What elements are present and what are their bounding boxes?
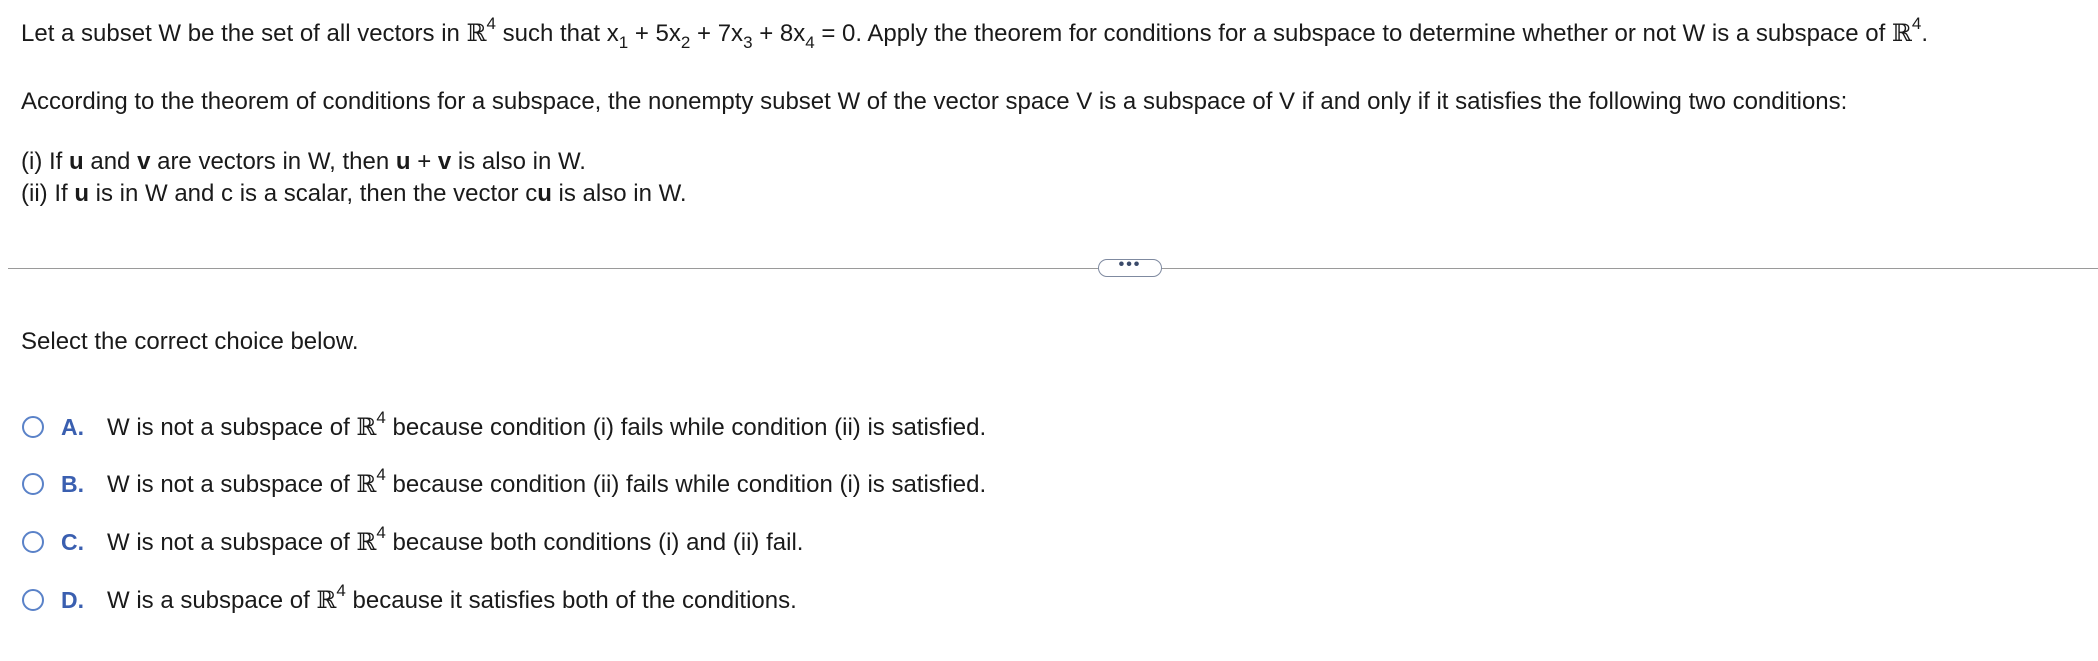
subscript: 1 xyxy=(618,33,629,52)
dimension-superscript: 4 xyxy=(376,522,386,542)
subscript: 3 xyxy=(743,33,753,52)
choice-prompt: Select the correct choice below. xyxy=(21,328,359,355)
condition-text: (ii) If xyxy=(21,180,75,207)
radio-icon[interactable] xyxy=(22,531,44,553)
choice-c[interactable] xyxy=(22,524,803,560)
choice-text-part: W is not a subspace of xyxy=(107,413,357,441)
condition-text: (i) If xyxy=(21,148,69,175)
condition-text: and xyxy=(83,148,138,175)
condition-ii xyxy=(21,179,687,209)
real-numbers-symbol: ℝ xyxy=(356,527,377,556)
question-text xyxy=(21,14,1929,52)
choice-text-part: because condition (ii) fails while condition (i) is satisfied. xyxy=(385,470,987,498)
condition-text: is in W and c is a scalar, then the vector c xyxy=(89,180,538,207)
expand-more-button[interactable] xyxy=(1098,256,1162,277)
theorem-intro: According to the theorem of conditions for a subspace, the nonempty subset W of the vector space V is a subspace of V if and only if it satisfies the following two conditions: xyxy=(21,88,1848,115)
section-divider xyxy=(8,268,2098,269)
dimension-superscript: 4 xyxy=(1911,14,1922,33)
question-text-part: = 0. Apply the theorem for conditions for a subspace to determine whether or not W is a subspace of xyxy=(814,20,1892,47)
choice-text-part: because it satisfies both of the conditions. xyxy=(345,586,797,614)
dimension-superscript: 4 xyxy=(376,464,386,484)
choice-text-part: because both conditions (i) and (ii) fail. xyxy=(385,528,804,556)
condition-text: is also in W. xyxy=(551,180,687,207)
choice-b[interactable] xyxy=(22,466,986,502)
choice-d[interactable] xyxy=(22,582,797,618)
real-numbers-symbol: ℝ xyxy=(316,585,337,614)
vector-u: u xyxy=(537,180,552,207)
vector-v: v xyxy=(137,148,151,175)
choice-text xyxy=(107,580,797,615)
choice-letter: A. xyxy=(61,413,84,440)
choice-text-part: W is a subspace of xyxy=(107,586,317,614)
dimension-superscript: 4 xyxy=(486,14,496,33)
subscript: 2 xyxy=(680,33,691,52)
choice-text xyxy=(107,464,987,499)
choice-letter: B. xyxy=(61,470,84,497)
choice-a[interactable] xyxy=(22,409,986,445)
vector-v: v xyxy=(437,148,452,175)
radio-icon[interactable] xyxy=(22,416,44,438)
question-text-part: . xyxy=(1921,20,1929,47)
question-text-part: such that x xyxy=(495,20,619,47)
choice-text-part: because condition (i) fails while condition (ii) is satisfied. xyxy=(385,413,987,441)
real-numbers-symbol: ℝ xyxy=(356,412,377,441)
vector-u: u xyxy=(395,148,411,175)
condition-text: is also in W. xyxy=(451,148,586,175)
condition-text: are vectors in W, then xyxy=(150,148,396,175)
dimension-superscript: 4 xyxy=(336,580,346,600)
dimension-superscript: 4 xyxy=(376,407,386,427)
radio-icon[interactable] xyxy=(22,473,44,495)
radio-icon[interactable] xyxy=(22,589,44,611)
question-text-part: Let a subset W be the set of all vectors in xyxy=(21,20,467,47)
real-numbers-symbol: ℝ xyxy=(356,469,377,498)
question-text-part: + 7x xyxy=(690,20,744,47)
condition-i xyxy=(21,147,586,177)
choice-text-part: W is not a subspace of xyxy=(107,470,357,498)
question-text-part: + 5x xyxy=(628,20,681,47)
vector-u: u xyxy=(74,180,89,207)
choice-text xyxy=(107,522,804,557)
choice-text-part: W is not a subspace of xyxy=(107,528,357,556)
subscript: 4 xyxy=(805,33,815,52)
choice-letter: C. xyxy=(61,528,84,555)
ellipsis-icon: ••• xyxy=(1118,256,1142,273)
choice-text xyxy=(107,407,987,442)
question-text-part: + 8x xyxy=(752,20,806,47)
choice-letter: D. xyxy=(61,586,84,613)
real-numbers-symbol: ℝ xyxy=(1891,19,1912,47)
real-numbers-symbol: ℝ xyxy=(466,19,487,47)
vector-u: u xyxy=(69,148,84,175)
condition-text: + xyxy=(410,148,438,175)
